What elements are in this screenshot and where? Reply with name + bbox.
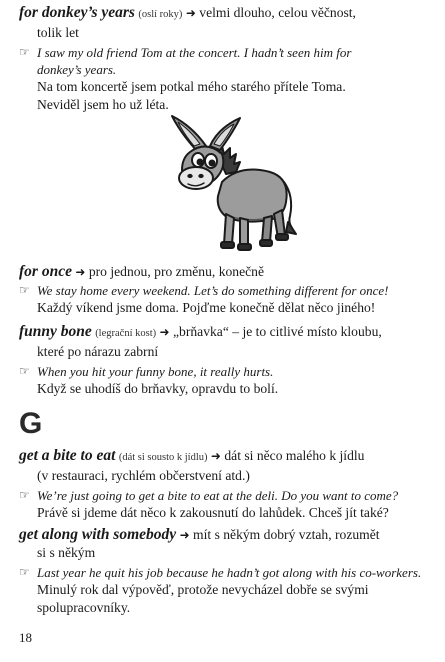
meaning: „brňavka“ – je to citlivé místo kloubu, bbox=[173, 324, 382, 339]
example-czech: Když se uhodíš do brňavky, opravdu to bolí. bbox=[37, 381, 279, 396]
pointing-hand-icon: ☞ bbox=[19, 565, 30, 579]
entry-for-donkeys-years bbox=[19, 4, 431, 114]
example-czech: Minulý rok dal výpověď, protože nevycházel dobře se svými spolupracovníky. bbox=[37, 582, 369, 615]
example-czech: Právě si jdeme dát něco k zakousnutí do lahůdek. Chceš jít také? bbox=[37, 505, 389, 520]
arrow-icon: ➜ bbox=[159, 325, 170, 339]
example-english: ☞ When you hit your funny bone, it really hurts. bbox=[19, 364, 274, 379]
pointing-hand-icon: ☞ bbox=[19, 283, 30, 297]
donkey-illustration bbox=[166, 112, 300, 254]
headword: for once bbox=[19, 263, 72, 280]
example-english: ☞ We stay home every weekend. Let’s do something different for once! bbox=[19, 283, 389, 298]
entry-get-a-bite-to-eat bbox=[19, 447, 431, 522]
meaning-continued: si s někým bbox=[37, 545, 96, 560]
example-czech: Každý víkend jsme doma. Pojďme konečně dělat něco jiného! bbox=[37, 300, 376, 315]
example-english: ☞ We’re just going to get a bite to eat at the deli. Do you want to come? bbox=[19, 488, 399, 503]
meaning-continued: tolik let bbox=[37, 25, 79, 40]
meaning: dát si něco malého k jídlu bbox=[224, 448, 365, 463]
page-number: 18 bbox=[19, 630, 32, 645]
pointing-hand-icon: ☞ bbox=[19, 488, 30, 502]
meaning-continued: (v restauraci, rychlém občerstvení atd.) bbox=[37, 468, 250, 483]
section-letter: G bbox=[19, 407, 43, 440]
example-english: ☞ Last year he quit his job because he hadn’t got along with his co-workers. bbox=[19, 565, 422, 580]
example-english: ☞ I saw my old friend Tom at the concert. I hadn’t seen him for donkey’s years. bbox=[19, 45, 352, 77]
headword: get along with somebody bbox=[19, 526, 177, 543]
meaning-continued: které po nárazu zabrní bbox=[37, 344, 159, 359]
meaning: pro jednou, pro změnu, konečně bbox=[88, 264, 264, 279]
arrow-icon: ➜ bbox=[75, 265, 86, 279]
arrow-icon: ➜ bbox=[210, 449, 221, 463]
example-czech: Na tom koncertě jsem potkal mého starého přítele Toma. Neviděl jsem ho už léta. bbox=[37, 79, 346, 112]
pointing-hand-icon: ☞ bbox=[19, 45, 30, 59]
headword: funny bone bbox=[19, 323, 92, 340]
pointing-hand-icon: ☞ bbox=[19, 364, 30, 378]
meaning: velmi dlouho, celou věčnost, bbox=[199, 5, 356, 20]
meaning: mít s někým dobrý vztah, rozumět bbox=[193, 527, 380, 542]
arrow-icon: ➜ bbox=[179, 528, 190, 542]
entry-for-once bbox=[19, 263, 431, 317]
entry-funny-bone bbox=[19, 323, 431, 398]
literal-translation: (oslí roky) bbox=[138, 9, 183, 20]
arrow-icon: ➜ bbox=[185, 6, 196, 20]
headword: get a bite to eat bbox=[19, 447, 116, 464]
literal-translation: (dát si sousto k jídlu) bbox=[118, 452, 208, 463]
headword: for donkey’s years bbox=[19, 4, 135, 21]
entry-get-along-with-somebody bbox=[19, 526, 431, 617]
literal-translation: (legrační kost) bbox=[95, 328, 157, 339]
